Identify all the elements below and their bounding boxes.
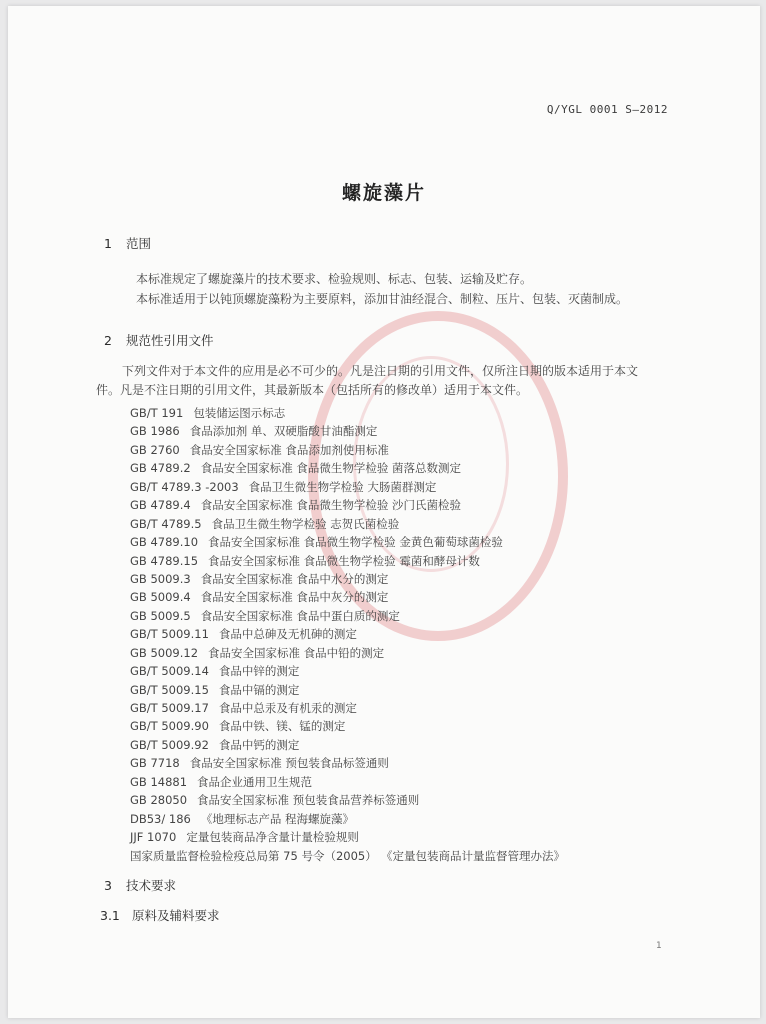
reference-title: 食品卫生微生物学检验 大肠菌群测定 — [248, 479, 437, 494]
reference-title: 食品添加剂 单、双硬脂酸甘油酯测定 — [189, 424, 378, 439]
reference-item — [130, 810, 565, 828]
reference-title: 食品安全国家标准 预包装食品营养标签通则 — [197, 793, 420, 808]
section-number: 3.1 — [100, 908, 120, 923]
reference-code: GB 4789.15 — [130, 553, 199, 568]
reference-code: GB/T 5009.92 — [130, 737, 209, 752]
reference-item — [130, 570, 565, 588]
reference-item — [130, 496, 565, 514]
reference-title: 食品安全国家标准 预包装食品标签通则 — [189, 756, 389, 771]
reference-item — [130, 459, 565, 477]
page-number: 1 — [656, 941, 662, 951]
reference-title: 食品安全国家标准 食品微生物学检验 金黄色葡萄球菌检验 — [208, 535, 503, 550]
section-title: 原料及辅料要求 — [132, 908, 220, 923]
section-1-heading — [104, 234, 151, 252]
section-title: 技术要求 — [126, 878, 177, 893]
reference-title: 定量包装商品净含量计量检验规则 — [186, 830, 359, 845]
section-3-1-heading — [100, 906, 220, 924]
references-intro-line-1: 下列文件对于本文件的应用是必不可少的。凡是注日期的引用文件，仅所注日期的版本适用于本文 — [122, 364, 639, 378]
section-3-heading — [104, 876, 176, 894]
reference-item — [130, 791, 565, 809]
reference-code: GB 5009.4 — [130, 590, 191, 605]
reference-code: GB 2760 — [130, 442, 180, 457]
scope-paragraph-2: 本标准适用于以钝顶螺旋藻粉为主要原料，添加甘油经混合、制粒、压片、包装、灭菌制成。 — [136, 292, 629, 306]
reference-code: GB 28050 — [130, 793, 188, 808]
reference-item — [130, 717, 565, 735]
reference-code: GB/T 5009.15 — [130, 682, 209, 697]
reference-item — [130, 588, 565, 606]
reference-code: GB 5009.5 — [130, 608, 191, 623]
scope-paragraph-1: 本标准规定了螺旋藻片的技术要求、检验规则、标志、包装、运输及贮存。 — [136, 272, 533, 286]
section-number: 1 — [104, 236, 112, 251]
reference-title: 《定量包装商品计量监督管理办法》 — [386, 848, 565, 863]
reference-code: GB 4789.4 — [130, 498, 191, 513]
reference-code: GB/T 4789.3 -2003 — [130, 479, 239, 494]
reference-item — [130, 736, 565, 754]
reference-title: 食品安全国家标准 食品微生物学检验 霉菌和酵母计数 — [208, 553, 480, 568]
document-title: 螺旋藻片 — [341, 182, 426, 204]
reference-item — [130, 828, 565, 846]
reference-item — [130, 607, 565, 625]
reference-item — [130, 699, 565, 717]
section-number: 3 — [104, 878, 112, 893]
reference-code: GB/T 191 — [130, 406, 184, 420]
section-number: 2 — [104, 333, 112, 348]
reference-title: 食品中总砷及无机砷的测定 — [218, 627, 357, 642]
reference-title: 食品中锌的测定 — [218, 664, 300, 679]
reference-code: 国家质量监督检验检疫总局第 75 号令（2005） — [130, 848, 377, 863]
reference-item — [130, 478, 565, 496]
reference-item — [130, 625, 565, 643]
reference-code: GB/T 4789.5 — [130, 516, 202, 531]
reference-code: GB/T 5009.90 — [130, 719, 209, 734]
reference-code: GB 5009.12 — [130, 645, 199, 660]
reference-code: GB 4789.2 — [130, 461, 191, 476]
reference-item — [130, 404, 565, 422]
document-number: Q/YGL 0001 S—2012 — [546, 103, 668, 116]
reference-title: 食品安全国家标准 食品微生物学检验 菌落总数测定 — [200, 461, 462, 476]
reference-title: 食品安全国家标准 食品中铅的测定 — [208, 645, 385, 660]
reference-list — [130, 404, 565, 865]
reference-title: 食品安全国家标准 食品微生物学检验 沙门氏菌检验 — [200, 498, 462, 513]
reference-item — [130, 681, 565, 699]
reference-item — [130, 552, 565, 570]
reference-title: 食品安全国家标准 食品中蛋白质的测定 — [200, 608, 400, 623]
reference-title: 食品中总汞及有机汞的测定 — [218, 701, 357, 715]
section-title: 范围 — [126, 236, 152, 251]
reference-item — [130, 847, 565, 865]
reference-item — [130, 662, 565, 680]
references-intro-line-2: 件。凡是不注日期的引用文件，其最新版本（包括所有的修改单）适用于本文件。 — [96, 383, 529, 397]
reference-code: DB53/ 186 — [130, 811, 191, 826]
reference-code: GB 7718 — [130, 756, 180, 771]
reference-title: 食品安全国家标准 食品中水分的测定 — [200, 571, 389, 586]
reference-item — [130, 422, 565, 440]
reference-code: GB 1986 — [130, 424, 180, 439]
reference-item — [130, 754, 565, 772]
section-2-heading — [104, 331, 214, 349]
reference-item — [130, 515, 565, 533]
reference-code: GB/T 5009.14 — [130, 664, 209, 679]
reference-code: GB 5009.3 — [130, 571, 191, 586]
reference-code: GB 4789.10 — [130, 535, 199, 550]
reference-title: 食品卫生微生物学检验 志贺氏菌检验 — [211, 516, 400, 531]
reference-code: GB/T 5009.11 — [130, 627, 209, 642]
reference-item — [130, 644, 565, 662]
reference-title: 食品中镉的测定 — [218, 682, 300, 697]
reference-code: GB 14881 — [130, 774, 188, 789]
reference-item — [130, 773, 565, 791]
reference-code: GB/T 5009.17 — [130, 701, 209, 715]
reference-item — [130, 533, 565, 551]
section-title: 规范性引用文件 — [126, 333, 214, 348]
reference-title: 《地理标志产品 程海螺旋藻》 — [200, 811, 355, 826]
reference-title: 食品安全国家标准 食品添加剂使用标准 — [189, 442, 389, 457]
reference-title: 食品中铁、镁、锰的测定 — [218, 719, 346, 734]
reference-title: 包装储运图示标志 — [193, 406, 286, 420]
reference-item — [130, 441, 565, 459]
reference-title: 食品中钙的测定 — [218, 737, 300, 752]
reference-title: 食品安全国家标准 食品中灰分的测定 — [200, 590, 389, 605]
reference-title: 食品企业通用卫生规范 — [197, 774, 313, 789]
document-page — [8, 6, 760, 1018]
reference-code: JJF 1070 — [130, 830, 177, 845]
